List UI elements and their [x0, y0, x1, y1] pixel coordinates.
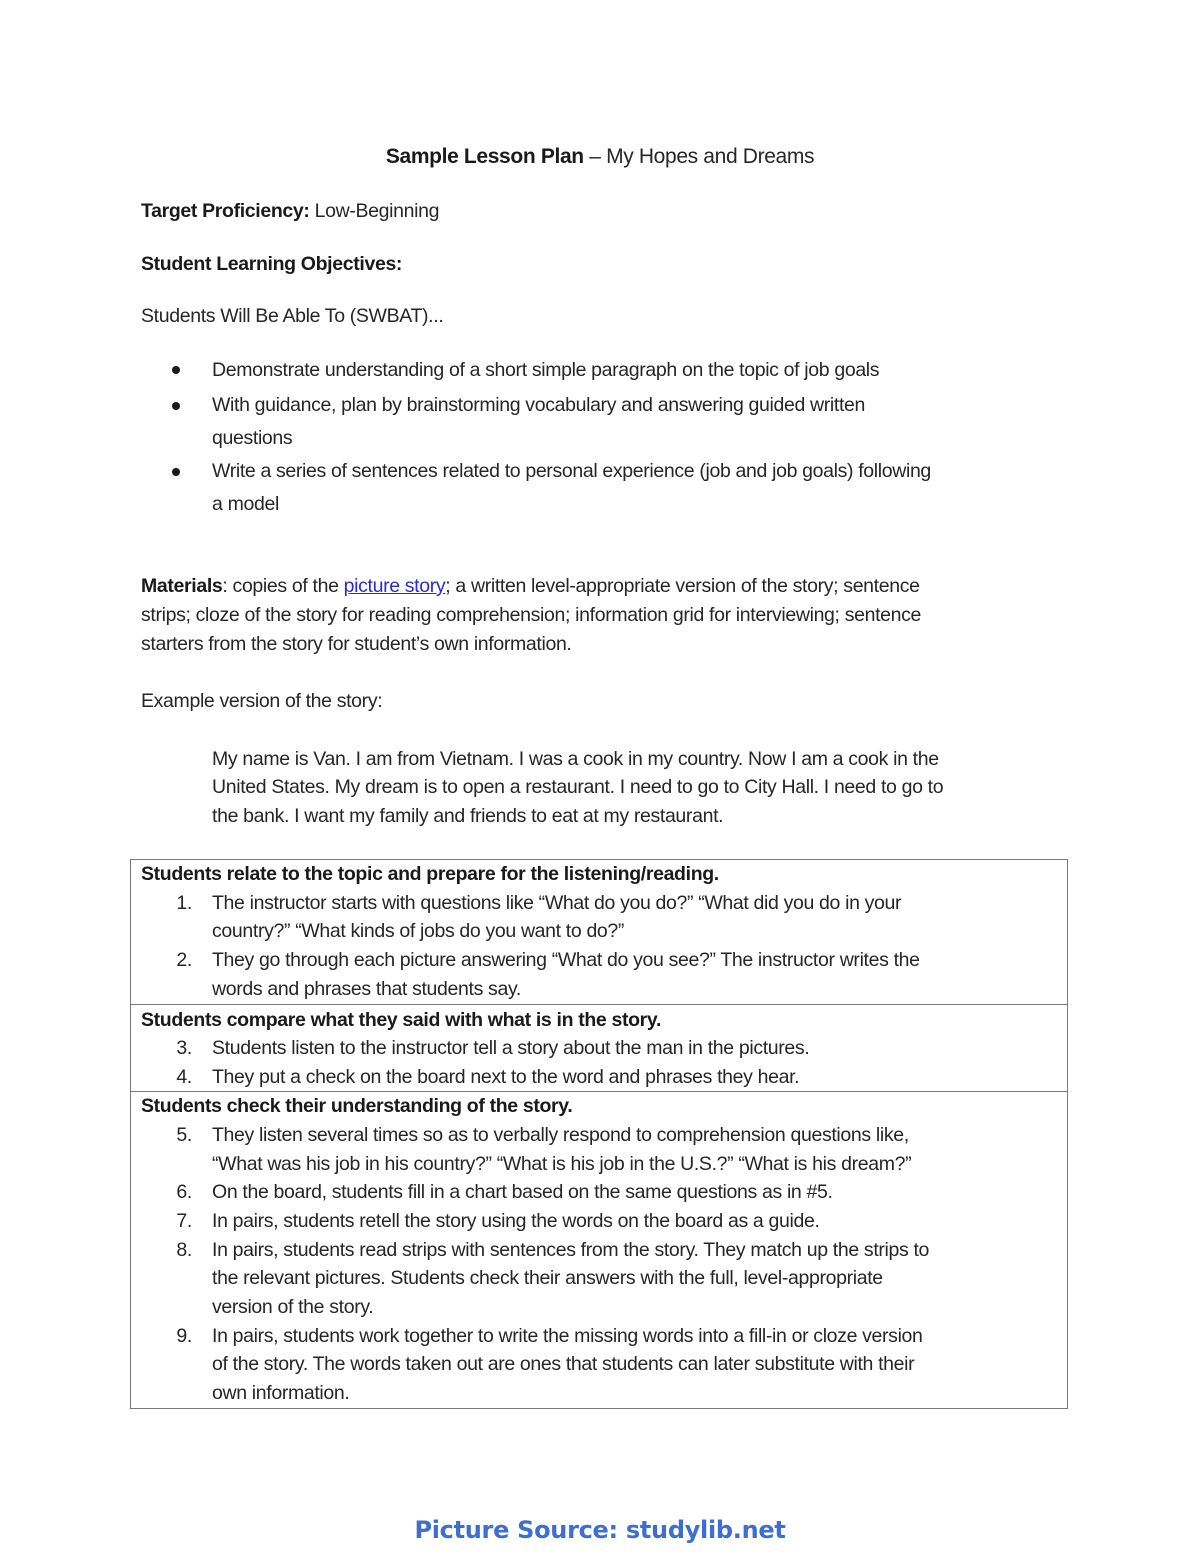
step-text: version of the story.: [212, 1296, 374, 1318]
picture-story-link[interactable]: picture story: [343, 575, 446, 597]
step-text: Students listen to the instructor tell a story about the man in the pictures.: [212, 1037, 810, 1059]
bullet-icon: [172, 402, 180, 410]
step-number: 9.: [176, 1325, 192, 1347]
materials-text: ; a written level-appropriate version of the story; sentence: [445, 575, 920, 597]
step-text: In pairs, students work together to write the missing words into a fill-in or cloze version: [212, 1325, 923, 1347]
step-number: 2.: [176, 949, 192, 971]
story-line: the bank. I want my family and friends to eat at my restaurant.: [212, 805, 724, 827]
step-text: They put a check on the board next to the word and phrases they hear.: [212, 1066, 800, 1088]
materials-label: Materials: [141, 575, 223, 597]
materials-line: [141, 572, 920, 601]
step-text: On the board, students fill in a chart based on the same questions as in #5.: [212, 1181, 833, 1203]
objective-item-cont: a model: [212, 493, 279, 515]
step-text: In pairs, students retell the story using the words on the board as a guide.: [212, 1210, 820, 1232]
step-number: 4.: [176, 1066, 192, 1088]
section-heading: Students compare what they said with what is in the story.: [141, 1009, 662, 1031]
step-number: 7.: [176, 1210, 192, 1232]
step-number: 5.: [176, 1124, 192, 1146]
bullet-icon: [172, 468, 180, 476]
step-number: 3.: [176, 1037, 192, 1059]
objective-item: With guidance, plan by brainstorming vocabulary and answering guided written: [212, 394, 866, 416]
bullet-icon: [172, 366, 180, 374]
step-text: “What was his job in his country?” “What is his job in the U.S.?” “What is his dream?”: [212, 1153, 912, 1175]
step-text: words and phrases that students say.: [212, 978, 521, 1000]
picture-source-caption: Picture Source: studylib.net: [414, 1516, 786, 1544]
objective-item: Write a series of sentences related to personal experience (job and job goals) following: [212, 460, 931, 482]
story-line: United States. My dream is to open a restaurant. I need to go to City Hall. I need to go to: [212, 776, 944, 798]
step-number: 1.: [176, 892, 192, 914]
step-text: They listen several times so as to verbally respond to comprehension questions like,: [212, 1124, 909, 1146]
materials-text: : copies of the: [222, 575, 344, 597]
objective-item: Demonstrate understanding of a short simple paragraph on the topic of job goals: [212, 359, 880, 381]
step-text: country?” “What kinds of jobs do you want to do?”: [212, 920, 625, 942]
step-text: They go through each picture answering “What do you see?” The instructor writes the: [212, 949, 920, 971]
story-line: My name is Van. I am from Vietnam. I was a cook in my country. Now I am a cook in the: [212, 748, 939, 770]
step-text: In pairs, students read strips with sentences from the story. They match up the strips to: [212, 1239, 930, 1261]
step-number: 6.: [176, 1181, 192, 1203]
step-text: the relevant pictures. Students check their answers with the full, level-appropriate: [212, 1267, 883, 1289]
target-proficiency: [141, 197, 439, 226]
title-subtitle: – My Hopes and Dreams: [583, 145, 815, 168]
section-heading: Students relate to the topic and prepare for the listening/reading.: [141, 863, 719, 885]
objective-item-cont: questions: [212, 427, 293, 449]
step-text: The instructor starts with questions like “What do you do?” “What did you do in your: [212, 892, 902, 914]
swbat-intro: Students Will Be Able To (SWBAT)...: [141, 305, 444, 327]
title-bold: Sample Lesson Plan: [385, 145, 584, 168]
target-proficiency-label: Target Proficiency:: [141, 200, 310, 222]
step-text: of the story. The words taken out are ones that students can later substitute with their: [212, 1353, 915, 1375]
target-proficiency-value: Low-Beginning: [309, 200, 440, 222]
objectives-heading: Student Learning Objectives:: [141, 253, 403, 275]
example-label: Example version of the story:: [141, 690, 383, 712]
step-number: 8.: [176, 1239, 192, 1261]
materials-line: starters from the story for student’s own information.: [141, 633, 572, 655]
page-title: [0, 142, 1200, 171]
step-text: own information.: [212, 1382, 350, 1404]
materials-line: strips; cloze of the story for reading comprehension; information grid for interviewing; sentence: [141, 604, 922, 626]
section-heading: Students check their understanding of the story.: [141, 1095, 573, 1117]
